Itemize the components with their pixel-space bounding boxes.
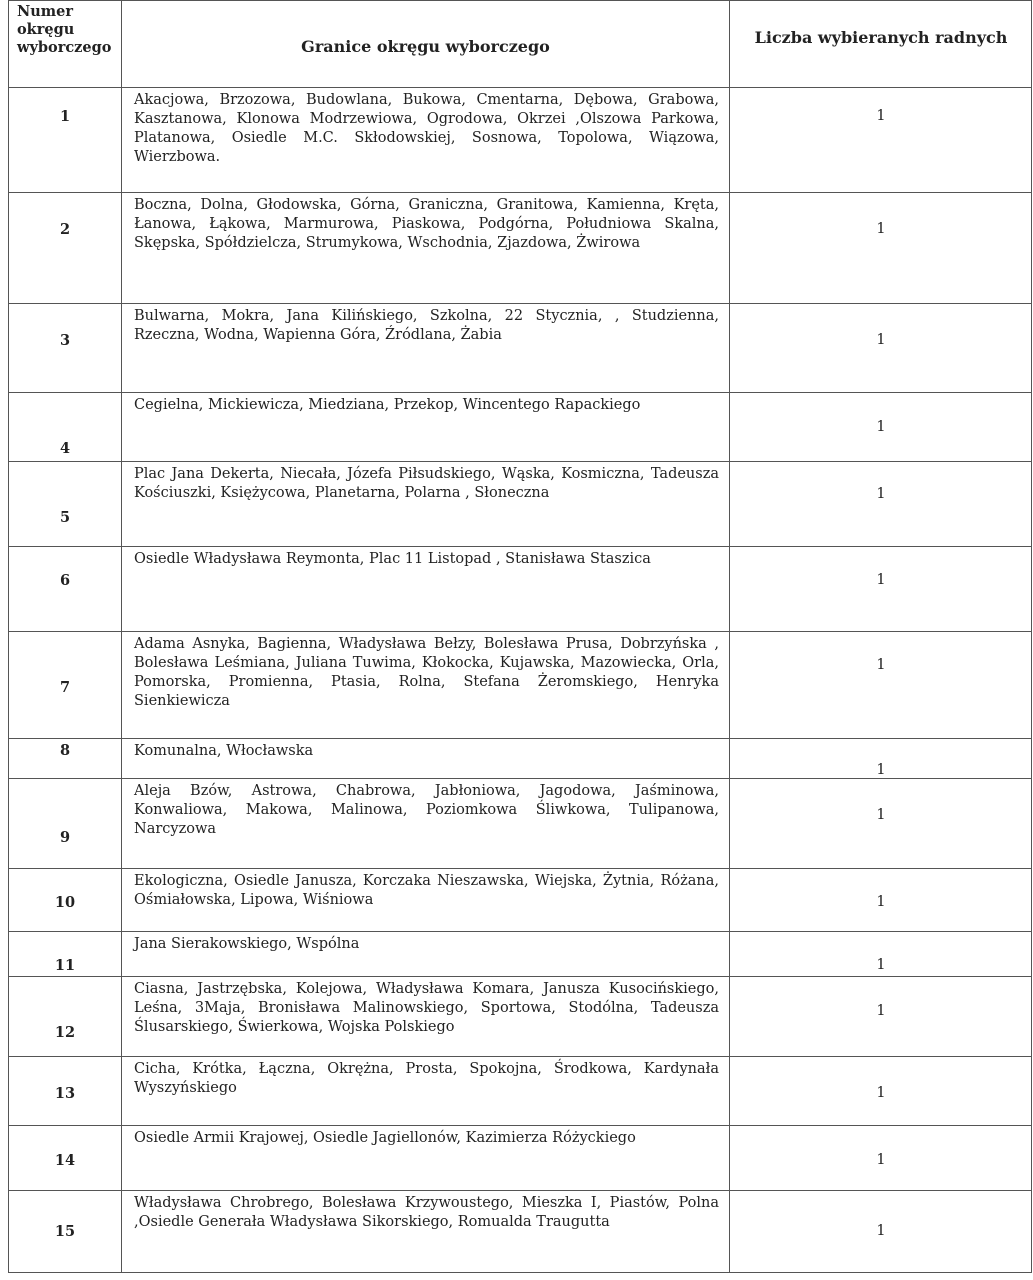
row-6-streets: Osiedle Władysława Reymonta, Plac 11 Listopad , Stanisława Staszica [121,546,729,631]
header-count [729,0,1032,87]
row-13-number [8,1056,121,1125]
row-11-streets: Jana Sierakowskiego, Wspólna [121,931,729,976]
district-count: 1 [876,572,886,588]
district-count: 1 [876,108,886,124]
row-15-streets: Władysława Chrobrego, Bolesława Krzywoustego, Mieszka I, Piastów, Polna ,Osiedle Generała Władysława Sikorskiego, Romualda Traugutta [121,1190,729,1273]
row-2-number [8,192,121,303]
row-7-number [8,631,121,738]
row-1-streets: Akacjowa, Brzozowa, Budowlana, Bukowa, Cmentarna, Dębowa, Grabowa, Kasztanowa, Klonowa Modrzewiowa, Ogrodowa, Okrzei ,Olszowa Parkowa, Platanowa, Osiedle M.C. Skłodowskiej, Sosnowa, Topolowa, Wiązowa, Wierzbowa. [121,87,729,192]
district-count: 1 [876,762,886,778]
row-9-count [729,778,1032,868]
row-2-count [729,192,1032,303]
district-number: 9 [59,829,71,846]
district-number: 10 [54,894,76,911]
row-5-streets: Plac Jana Dekerta, Niecała, Józefa Piłsudskiego, Wąska, Kosmiczna, Tadeusza Kościuszki, Księżycowa, Planetarna, Polarna , Słoneczna [121,461,729,546]
district-number: 15 [54,1223,76,1240]
row-10-number [8,868,121,931]
row-12-streets: Ciasna, Jastrzębska, Kolejowa, Władysława Komara, Janusza Kusocińskiego, Leśna, 3Maja, Bronisława Malinowskiego, Sportowa, Stodólna, Tadeusza Ślusarskiego, Świerkowa, Wojska Polskiego [121,976,729,1056]
district-number: 2 [59,221,71,238]
row-4-number [8,392,121,461]
district-number: 7 [59,679,71,696]
row-3-number [8,303,121,392]
row-7-count [729,631,1032,738]
row-13-count [729,1056,1032,1125]
district-count: 1 [876,486,886,502]
row-14-streets: Osiedle Armii Krajowej, Osiedle Jagiellonów, Kazimierza Różyckiego [121,1125,729,1190]
district-number: 13 [54,1085,76,1102]
row-7-streets: Adama Asnyka, Bagienna, Władysława Bełzy, Bolesława Prusa, Dobrzyńska , Bolesława Leśmiana, Juliana Tuwima, Kłokocka, Kujawska, Mazowiecka, Orla, Pomorska, Promienna, Ptasia, Rolna, Stefana Żeromskiego, Henryka Sienkiewicza [121,631,729,738]
row-9-streets: Aleja Bzów, Astrowa, Chabrowa, Jabłoniowa, Jagodowa, Jaśminowa, Konwaliowa, Makowa, Malinowa, Poziomkowa Śliwkowa, Tulipanowa, Narcyzowa [121,778,729,868]
row-6-number [8,546,121,631]
district-number: 14 [54,1152,76,1169]
row-5-number [8,461,121,546]
row-11-count [729,931,1032,976]
district-count: 1 [876,1085,886,1101]
row-10-count [729,868,1032,931]
district-number: 3 [59,332,71,349]
row-11-number [8,931,121,976]
district-count: 1 [876,1003,886,1019]
row-14-number [8,1125,121,1190]
district-count: 1 [876,332,886,348]
row-2-streets: Boczna, Dolna, Głodowska, Górna, Graniczna, Granitowa, Kamienna, Kręta, Łanowa, Łąkowa, Marmurowa, Piaskowa, Podgórna, Południowa Skalna, Skępska, Spółdzielcza, Strumykowa, Wschodnia, Zjazdowa, Żwirowa [121,192,729,303]
row-15-number [8,1190,121,1273]
row-8-streets: Komunalna, Włocławska [121,738,729,778]
row-3-streets: Bulwarna, Mokra, Jana Kilińskiego, Szkolna, 22 Stycznia, , Studzienna, Rzeczna, Wodna, Wapienna Góra, Źródlana, Żabia [121,303,729,392]
header-count-label: Liczba wybieranych radnych [754,28,1008,47]
district-number: 11 [54,957,76,974]
row-8-number [8,738,121,778]
district-count: 1 [876,807,886,823]
row-5-count [729,461,1032,546]
row-4-count [729,392,1032,461]
district-count: 1 [876,1223,886,1239]
row-15-count [729,1190,1032,1273]
row-8-count [729,738,1032,778]
district-number: 6 [59,572,71,589]
header-boundaries-label: Granice okręgu wyborczego [301,37,550,56]
row-12-count [729,976,1032,1056]
row-13-streets: Cicha, Krótka, Łączna, Okrężna, Prosta, Spokojna, Środkowa, Kardynała Wyszyńskiego [121,1056,729,1125]
header-boundaries [121,0,729,87]
row-9-number [8,778,121,868]
district-number: 12 [54,1024,76,1041]
district-number: 1 [59,108,71,125]
row-6-count [729,546,1032,631]
row-14-count [729,1125,1032,1190]
row-10-streets: Ekologiczna, Osiedle Janusza, Korczaka Nieszawska, Wiejska, Żytnia, Różana, Ośmiałowska, Lipowa, Wiśniowa [121,868,729,931]
row-4-streets: Cegielna, Mickiewicza, Miedziana, Przekop, Wincentego Rapackiego [121,392,729,461]
row-1-count [729,87,1032,192]
row-1-number [8,87,121,192]
district-count: 1 [876,657,886,673]
district-number: 4 [59,440,71,457]
district-count: 1 [876,419,886,435]
district-count: 1 [876,221,886,237]
district-number: 5 [59,509,71,526]
district-count: 1 [876,894,886,910]
header-number: Numer okręgu wyborczego [8,0,121,87]
district-number: 8 [59,742,71,759]
row-3-count [729,303,1032,392]
district-count: 1 [876,1152,886,1168]
district-count: 1 [876,957,886,973]
row-12-number [8,976,121,1056]
